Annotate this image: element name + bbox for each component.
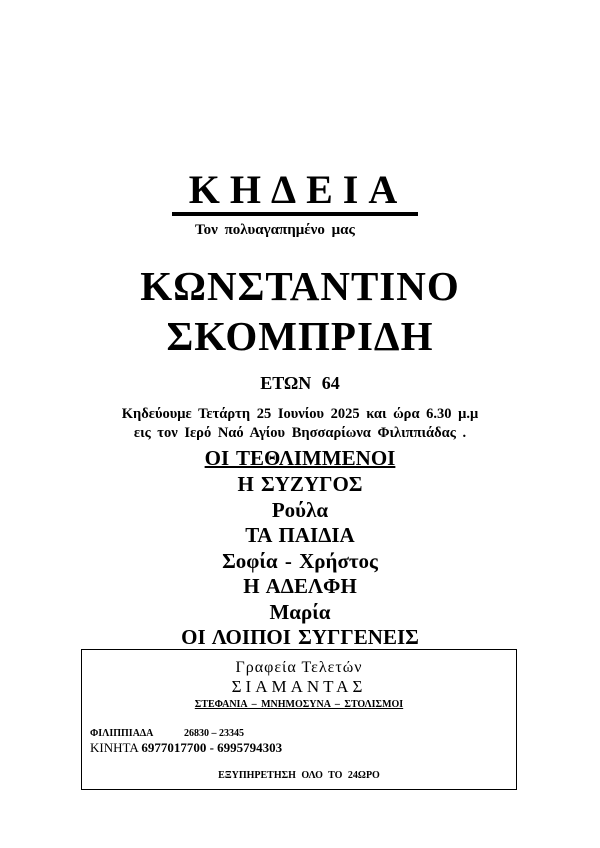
page-title: ΚΗΔΕΙΑ: [188, 167, 408, 212]
sister-label: Η ΑΔΕΛΦΗ: [243, 574, 357, 598]
funeral-office-box: [81, 649, 517, 790]
phone-line: [90, 728, 244, 739]
spouse-label: Η ΣΥΖΥΓΟΣ: [237, 472, 363, 496]
children-names: Σοφία - Χρήστος: [222, 549, 378, 573]
ceremony-location: εις τον Ιερό Ναό Αγίου Βησσαρίωνα Φιλιππιάδας .: [133, 425, 467, 441]
mourners-heading: ΟΙ ΤΕΘΛΙΜΜΕΝΟΙ: [204, 446, 396, 470]
deceased-age: ΕΤΩΝ 64: [260, 373, 340, 393]
spouse-name: Ρούλα: [271, 498, 329, 522]
deceased-last-name: ΣΚΟΜΠΡΙΔΗ: [166, 313, 434, 359]
children-label: ΤΑ ΠΑΙΔΙΑ: [245, 523, 355, 547]
funeral-office-services: ΣΤΕΦΑΝΙΑ – ΜΝΗΜΟΣΥΝΑ – ΣΤΟΛΙΣΜΟΙ: [194, 699, 404, 710]
mobile-label: ΚΙΝΗΤΑ: [90, 740, 139, 755]
phone-number: 26830 – 23345: [184, 728, 244, 739]
other-relatives: ΟΙ ΛΟΙΠΟΙ ΣΥΓΓΕΝΕΙΣ: [181, 625, 419, 649]
title-underline: [172, 212, 418, 216]
funeral-office-label: Γραφεία Τελετών: [235, 659, 363, 676]
deceased-first-name: ΚΩΝΣΤΑΝΤΙΝΟ: [140, 263, 460, 309]
phone-label: ΦΙΛΙΠΠΙΑΔΑ: [90, 728, 154, 739]
mobile-numbers: 6977017700 - 6995794303: [141, 740, 283, 755]
heading-block: [172, 168, 418, 216]
subtitle: Τον πολυαγαπημένο μας: [195, 222, 355, 238]
mobile-line: [90, 740, 282, 756]
funeral-office-name: ΣΙΑΜΑΝΤΑΣ: [231, 677, 367, 696]
sister-name: Μαρία: [269, 600, 331, 624]
ceremony-time: Κηδεύουμε Τετάρτη 25 Ιουνίου 2025 και ώρα 6.30 μ.μ: [121, 406, 479, 422]
service-hours: ΕΞΥΠΗΡΕΤΗΣΗ ΟΛΟ ΤΟ 24ΩΡΟ: [218, 770, 380, 781]
